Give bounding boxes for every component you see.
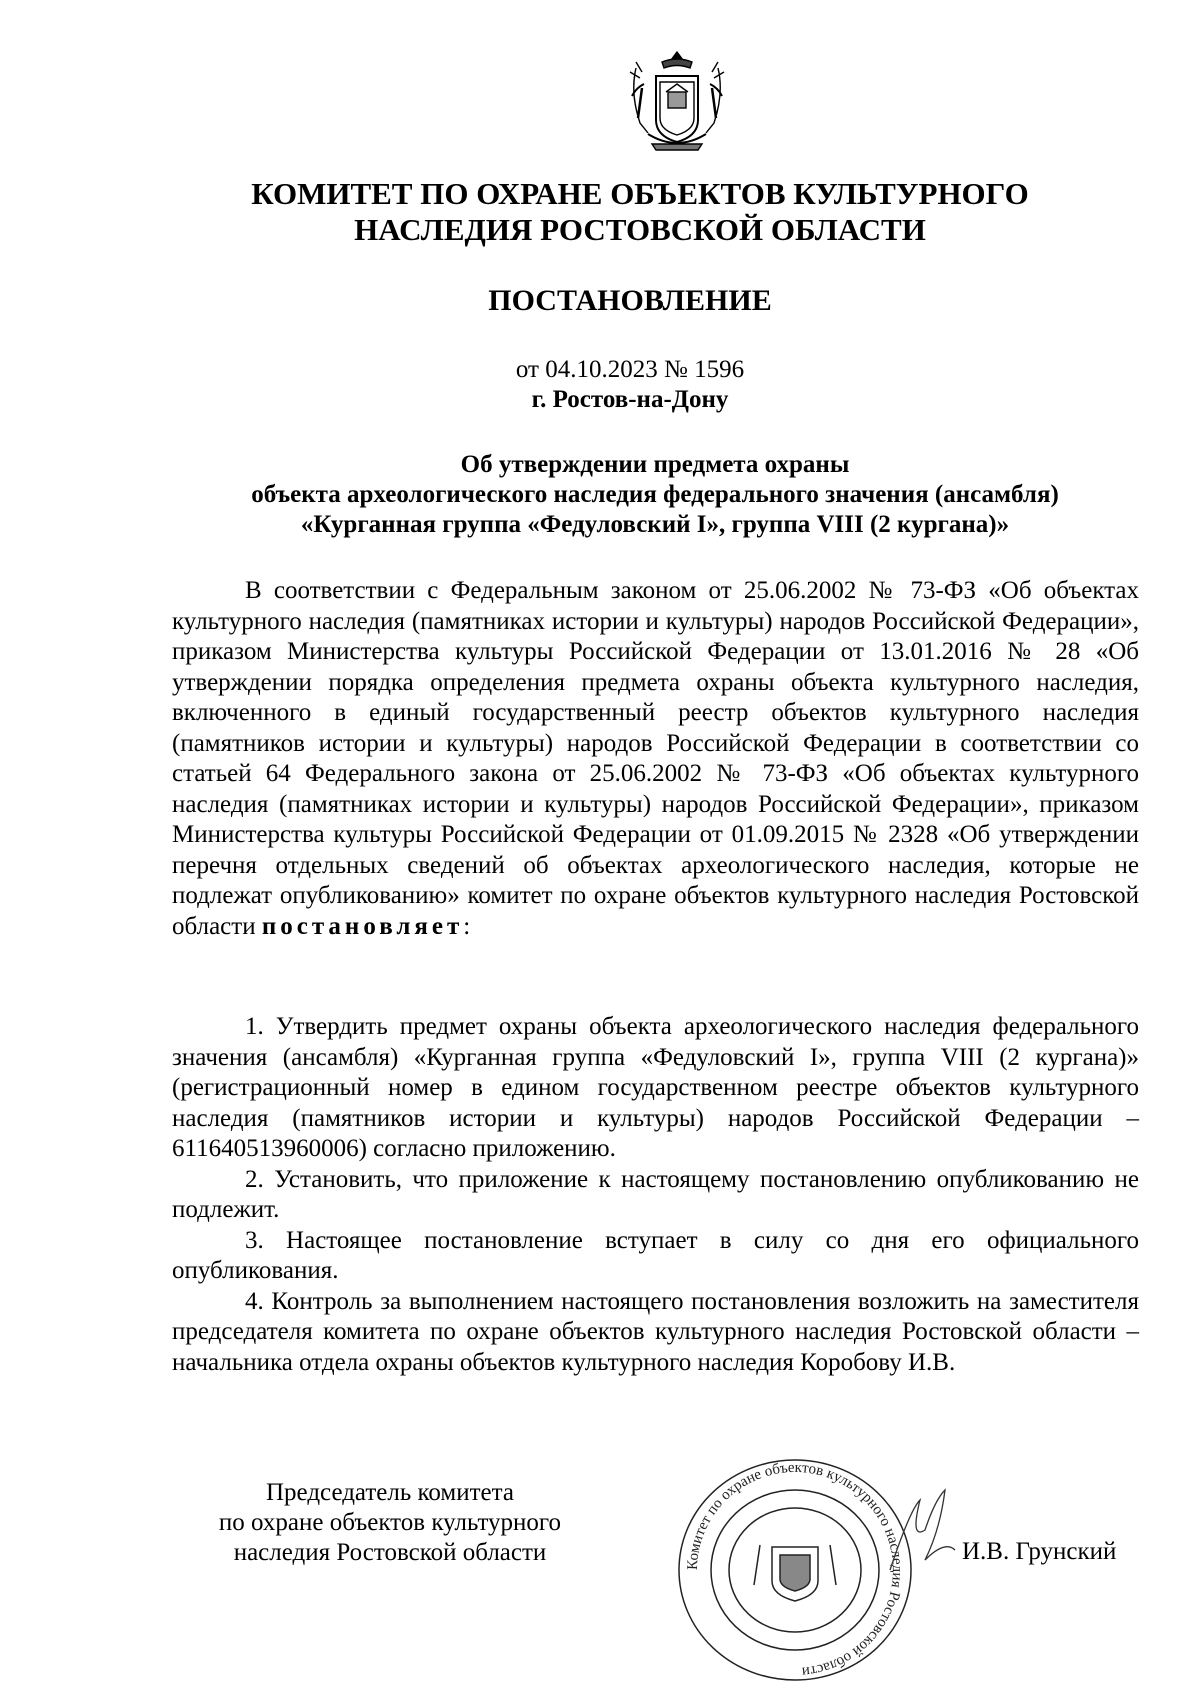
preamble-paragraph: [172, 576, 1139, 942]
signatory-title-line-2: по охране объектов культурного: [218, 1509, 562, 1536]
decree-item-1: 1. Утвердить предмет охраны объекта археологического наследия федерального значения (ансамбля) «Курганная группа «Федуловский I», группа VIII (2 кургана)» (регистрационный номер в едином государственном реестре объектов культурного наследия (памятников истории и культуры) народов Российской Федерации – 611640513960006) согласно приложению.: [172, 1013, 1139, 1162]
subject-line-1: Об утверждении предмета охраны: [460, 451, 850, 478]
org-line-1: КОМИТЕТ ПО ОХРАНЕ ОБЪЕКТОВ КУЛЬТУРНОГО: [251, 176, 1029, 211]
signatory-title-line-1: Председатель комитета: [266, 1479, 514, 1506]
seal-text: Комитет по охране объектов культурного наследия Ростовской области: [684, 1459, 906, 1680]
subject-line-3: «Курганная группа «Федуловский I», группа VIII (2 кургана)»: [300, 511, 1010, 538]
document-city: г. Ростов-на-Дону: [531, 386, 729, 413]
org-line-2: НАСЛЕДИЯ РОСТОВСКОЙ ОБЛАСТИ: [354, 212, 926, 247]
signatory-title-line-3: наследия Ростовской области: [233, 1539, 547, 1566]
decree-item-3: 3. Настоящее постановление вступает в силу со дня его официального опубликования.: [172, 1226, 1139, 1284]
decree-word: постановляет: [261, 912, 464, 940]
decree-item-2: 2. Установить, что приложение к настоящему постановлению опубликованию не подлежит.: [172, 1165, 1139, 1223]
coat-of-arms-icon: [622, 48, 732, 156]
preamble-end: :: [463, 912, 471, 940]
signatory-name: И.В. Грунский: [962, 1538, 1117, 1565]
document-date-number: от 04.10.2023 № 1596: [515, 356, 745, 383]
signatory-title: [160, 1478, 620, 1568]
organization-name: [0, 176, 1200, 248]
handwritten-signature-icon: [880, 1480, 960, 1590]
document-type: ПОСТАНОВЛЕНИЕ: [488, 284, 772, 317]
decree-items: [172, 1012, 1139, 1378]
preamble-text: В соответствии с Федеральным законом от 25.06.2002 № 73-ФЗ «Об объектах культурного наследия (памятниках истории и культуры) народов Российской Федерации», приказом Министерства культуры Российской Федерации от 13.01.2016 № 28 «Об утверждении порядка определения предмета охраны объекта культурного наследия, включенного в единый государственный реестр объектов культурного наследия (памятников истории и культуры) народов Российской Федерации в соответствии со статьей 64 Федерального закона от 25.06.2002 № 73-ФЗ «Об объектах культурного наследия (памятниках истории и культуры) народов Российской Федерации», приказом Министерства культуры Российской Федерации от 01.09.2015 № 2328 «Об утверждении перечня отдельных сведений об объектах археологического наследия, которые не подлежат опубликованию» комитет по охране объектов культурного наследия Ростовской области: [172, 577, 1139, 940]
document-subject: [170, 450, 1140, 540]
decree-item-4: 4. Контроль за выполнением настоящего постановления возложить на заместителя председателя комитета по охране объектов культурного наследия Ростовской области – начальника отдела охраны объектов культурного наследия Коробову И.В.: [172, 1287, 1139, 1376]
subject-line-2: объекта археологического наследия федерального значения (ансамбля): [251, 481, 1059, 508]
